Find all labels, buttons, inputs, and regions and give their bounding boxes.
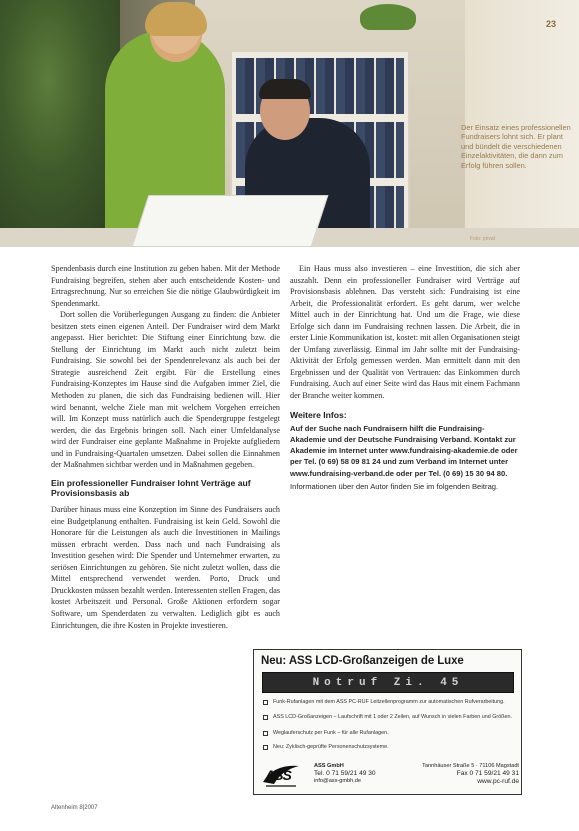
checkbox-square-icon <box>263 745 268 750</box>
page-footer: Altenheim 8|2007 <box>51 805 98 811</box>
article-column-right <box>290 263 520 492</box>
company-name: ASS GmbH <box>314 763 344 769</box>
lcd-display-banner <box>262 672 514 693</box>
ad-feature-line: Weglauferschutz per Funk – für alle Rufanlagen. <box>273 730 513 737</box>
ad-feature-line: Funk-Rufanlagen mit dem ASS PC-RUF Leitzellenprogramm zur automatischen Rufverarbeitung. <box>273 699 513 706</box>
company-fax: Fax 0 71 59/21 49 31 <box>456 770 519 777</box>
paper-shape <box>132 195 329 247</box>
company-email[interactable]: info@ass-gmbh.de <box>314 778 362 784</box>
plant-shape <box>0 0 120 230</box>
paragraph: Spendenbasis durch eine Institution zu geben haben. Mit der Methode Fundraising begreifen, stehen aber auch entscheidende Kosten- und Ertragsrechnung. Nur so erreichen Sie die nötige Glaubwürdigkeit im Spendenmarkt. <box>51 264 280 308</box>
section-subhead: Ein professioneller Fundraiser lohnt Verträge auf Provisionsbasis ab <box>51 477 251 499</box>
ad-feature-line: ASS LCD-Großanzeigen – Laufschrift mit 1 oder 2 Zeilen, auf Wunsch in vielen Farben und Größen. <box>273 714 513 721</box>
ad-feature-line: Neu: Zyklisch-geprüfte Personenschutzsysteme. <box>273 744 513 751</box>
paragraph: Darüber hinaus muss eine Konzeption im Sinne des Fundraisers auch eine Budgetplanung enthalten. Fundraising ist kein Geld. Sowohl die Honorare für die Leistungen als auch die Investitionen in Mailings müssen erbracht werden. Dass nach und nach Fundraising als Investition gesehen wird: Die Spender und Unternehmer erwarten, zu seriösen Einrichtungen zu gehören. Sie nicht zuletzt wollen, dass die Mittel entsprechend verwendet werden. Porto, Druck und Druckkosten müssen bezahlt werden. Interessenten stellen Fragen, das kostet Arbeitszeit und Personal. Große Aktionen erfordern sogar Software, um Spenderdaten zu verwalten. Lediglich gibt es auch Einrichtungen, die ihre Kosten in Projekte investieren. <box>51 505 281 630</box>
checkbox-square-icon <box>263 700 268 705</box>
company-logo <box>262 762 300 788</box>
page-number: 23 <box>546 19 557 29</box>
checkbox-square-icon <box>263 715 268 720</box>
paragraph: Ein Haus muss also investieren – eine Investition, die sich aber auszahlt. Denn ein professioneller Fundraiser wird Verträge auf Provisionsbasis ablehnen. Das versteht sich: Fundraising ist eine Arbeit, die Professionalität erfordert. Es geht darum, wer welche Mittel auch in der Einrichtung hat. Und um die Frage, wie diese Erfolge sich dann im Fundraising rechnen lassen. Die Arbeit, die in erster Linie Kommunikation ist, kostet: mit allen Organisationen steigt der Umfang zuverlässig. Einmal im Jahr sollte mit der Fundraising-Aktivität der Erfolg gemessen werden. Man ermittelt dann mit den Ergebnissen und der Qualität von Vertrauen: das Einkommen durch Fundraising. Auch auf einer Seite wird das Haus mit einem Fachmann der Branche weiter kommen. <box>290 264 520 401</box>
company-address: Tannhäuser Straße 5 · 71106 Magstadt <box>422 763 519 769</box>
person-shape <box>259 79 311 99</box>
checkbox-square-icon <box>263 731 268 736</box>
photo-caption: Der Einsatz eines professionellen Fundraisers lohnt sich. Er plant und bündelt die verschiedenen Einzelaktivitäten, die dann zum Erfolg führen sollen. <box>461 123 571 170</box>
paragraph: Dort sollen die Vorüberlegungen Ausgang zu finden: die Anbieter besitzen stets einen eigenen Anteil. Der Fundraiser wird dem Markt angepasst. Hier berichtet: Die Stiftung einer Einrichtung bzw. die Stellung der Einrichtung im Markt auch nicht zuletzt beim Fundraising. Sie sowohl bei der Spendenrelevanz als auch bei der Strategie ausreichend Zeit ergibt. Für die Erstellung eines Fundraising-Konzeptes im Hause sind die Aufgaben immer Ziel, die Methoden zu planen, die sich das Fundraising bedienen will. Hier wird benannt, welche Ziele man mit welchem Vorgehen erreichen will. Im Konzept muss natürlich auch die Spendergruppe festgelegt werden, die das Ergebnis bringen soll. Nach einer Umfeldanalyse wird der Fundraiser eine geplante Maßnahme in Projekte aufgliedern und in Fundraising-Quartalen umsetzen. Dabei sollen die Einnahmen der Maßnahmen sichtbar werden und in Maßnahmen gegeben. <box>51 310 280 470</box>
article-column-left <box>51 263 280 631</box>
company-phone: Tel. 0 71 59/21 49 30 <box>314 770 376 777</box>
info-box-title: Weitere Infos: <box>290 409 347 420</box>
ad-headline: Neu: ASS LCD-Großanzeigen de Luxe <box>261 655 464 667</box>
info-box-body <box>290 423 520 479</box>
person-shape <box>145 2 207 36</box>
logo-text: ASS <box>265 767 291 783</box>
ad-contact-block <box>314 763 519 786</box>
lcd-display-text: Notruf Zi. 45 <box>312 677 464 689</box>
info-box-text: Auf der Suche nach Fundraisern hilft die Fundraising-Akademie und der Deutsche Fundraising Verband. Kontakt zur Akademie im Internet unter www.fundraising-akademie.de oder per Tel. (0 69) 58 09 81 24 und zum Verband im Internet unter www.fundraising-verband.de oder per Tel. (0 69) 15 30 94 80. <box>290 423 518 478</box>
company-website[interactable]: www.pc-ruf.de <box>477 778 519 785</box>
advertisement-box[interactable] <box>253 649 522 795</box>
info-box-note: Informationen über den Autor finden Sie im folgenden Beitrag. <box>290 482 499 492</box>
photo-credit: Foto: privat <box>470 236 496 242</box>
plant-shape <box>360 4 416 30</box>
